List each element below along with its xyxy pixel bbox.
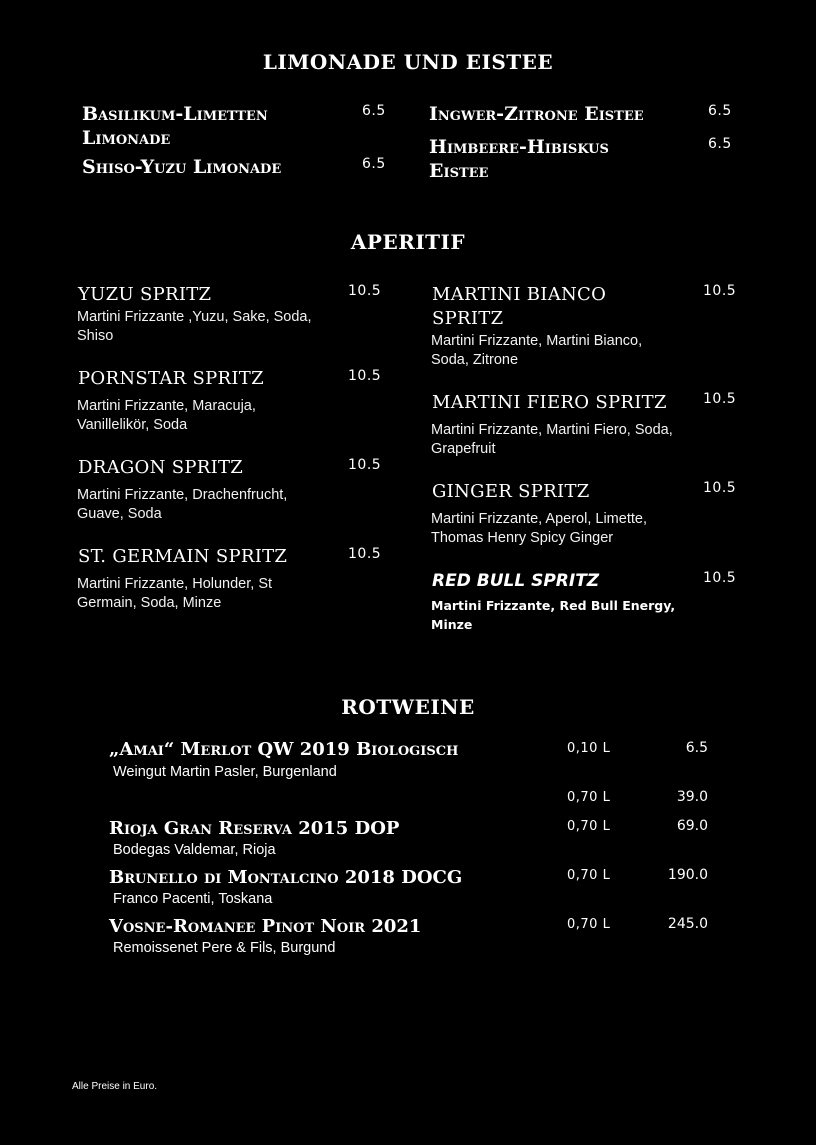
wine-name: Rioja Gran Reserva 2015 DOP [109, 818, 400, 839]
wine-volume: 0,10 L [567, 741, 611, 756]
drink-name: GINGER SPRITZ [432, 481, 590, 502]
drink-name: MARTINI FIERO SPRITZ [432, 392, 667, 413]
menu-item-price: 6.5 [708, 136, 732, 152]
drink-name: DRAGON SPRITZ [78, 457, 244, 478]
wine-price: 6.5 [685, 740, 708, 756]
drink-description: Martini Frizzante, Martini Fiero, Soda, Grapefruit [431, 422, 673, 457]
wine-price: 245.0 [667, 916, 708, 932]
drink-description: Martini Frizzante ,Yuzu, Sake, Soda, Shiso [77, 309, 312, 344]
wine-volume: 0,70 L [567, 790, 611, 805]
menu-item-price: 6.5 [708, 103, 732, 119]
wine-name: Brunello di Montalcino 2018 DOCG [109, 867, 463, 888]
wine-volume: 0,70 L [567, 868, 611, 883]
drink-price: 10.5 [703, 391, 737, 407]
drink-price: 10.5 [703, 480, 737, 496]
drink-name: ST. GERMAIN SPRITZ [78, 546, 288, 567]
drink-name: PORNSTAR SPRITZ [78, 368, 264, 389]
footer-note: Alle Preise in Euro. [72, 1081, 158, 1092]
menu-item-name: Basilikum-Limetten Limonade [82, 103, 268, 149]
menu-item-name: Shiso-Yuzu Limonade [82, 156, 282, 178]
drink-description: Martini Frizzante, Maracuja, Vanillelikör, Soda [77, 398, 256, 433]
drink-description: Martini Frizzante, Martini Bianco, Soda, Zitrone [431, 333, 643, 368]
section-title-aperitif: APERITIF [350, 230, 466, 254]
drink-price: 10.5 [348, 283, 382, 299]
drink-description: Martini Frizzante, Aperol, Limette, Thomas Henry Spicy Ginger [431, 511, 647, 546]
drink-price: 10.5 [348, 368, 382, 384]
drink-description: Martini Frizzante, Holunder, St Germain, Soda, Minze [77, 576, 273, 611]
drink-description: Martini Frizzante, Red Bull Energy, Minze [431, 598, 676, 632]
wine-volume: 0,70 L [567, 819, 611, 834]
wine-price: 69.0 [676, 818, 708, 834]
drink-name: MARTINI BIANCO SPRITZ [432, 284, 607, 329]
drink-price: 10.5 [348, 546, 382, 562]
wine-name: Vosne-Romanee Pinot Noir 2021 [109, 916, 422, 937]
section-title-rotweine: ROTWEINE [341, 695, 475, 719]
menu-item-name: Himbeere-Hibiskus Eistee [429, 136, 609, 182]
wine-producer: Bodegas Valdemar, Rioja [113, 842, 276, 858]
drink-price: 10.5 [703, 570, 737, 586]
wine-price: 190.0 [667, 867, 708, 883]
menu-item-price: 6.5 [362, 156, 386, 172]
wine-producer: Remoissenet Pere & Fils, Burgund [113, 940, 336, 956]
wine-producer: Franco Pacenti, Toskana [113, 891, 273, 907]
wine-name: „Amai“ Merlot QW 2019 Biologisch [109, 739, 459, 760]
menu-item-name: Ingwer-Zitrone Eistee [429, 103, 644, 125]
drink-description: Martini Frizzante, Drachenfrucht, Guave, Soda [77, 487, 288, 522]
section-title-limonade: LIMONADE UND EISTEE [262, 50, 554, 74]
drink-name: RED BULL SPRITZ [432, 571, 600, 591]
drink-price: 10.5 [348, 457, 382, 473]
wine-producer: Weingut Martin Pasler, Burgenland [113, 764, 337, 780]
drink-name: YUZU SPRITZ [78, 284, 212, 305]
menu-item-price: 6.5 [362, 103, 386, 119]
drink-price: 10.5 [703, 283, 737, 299]
wine-price: 39.0 [676, 789, 708, 805]
wine-volume: 0,70 L [567, 917, 611, 932]
